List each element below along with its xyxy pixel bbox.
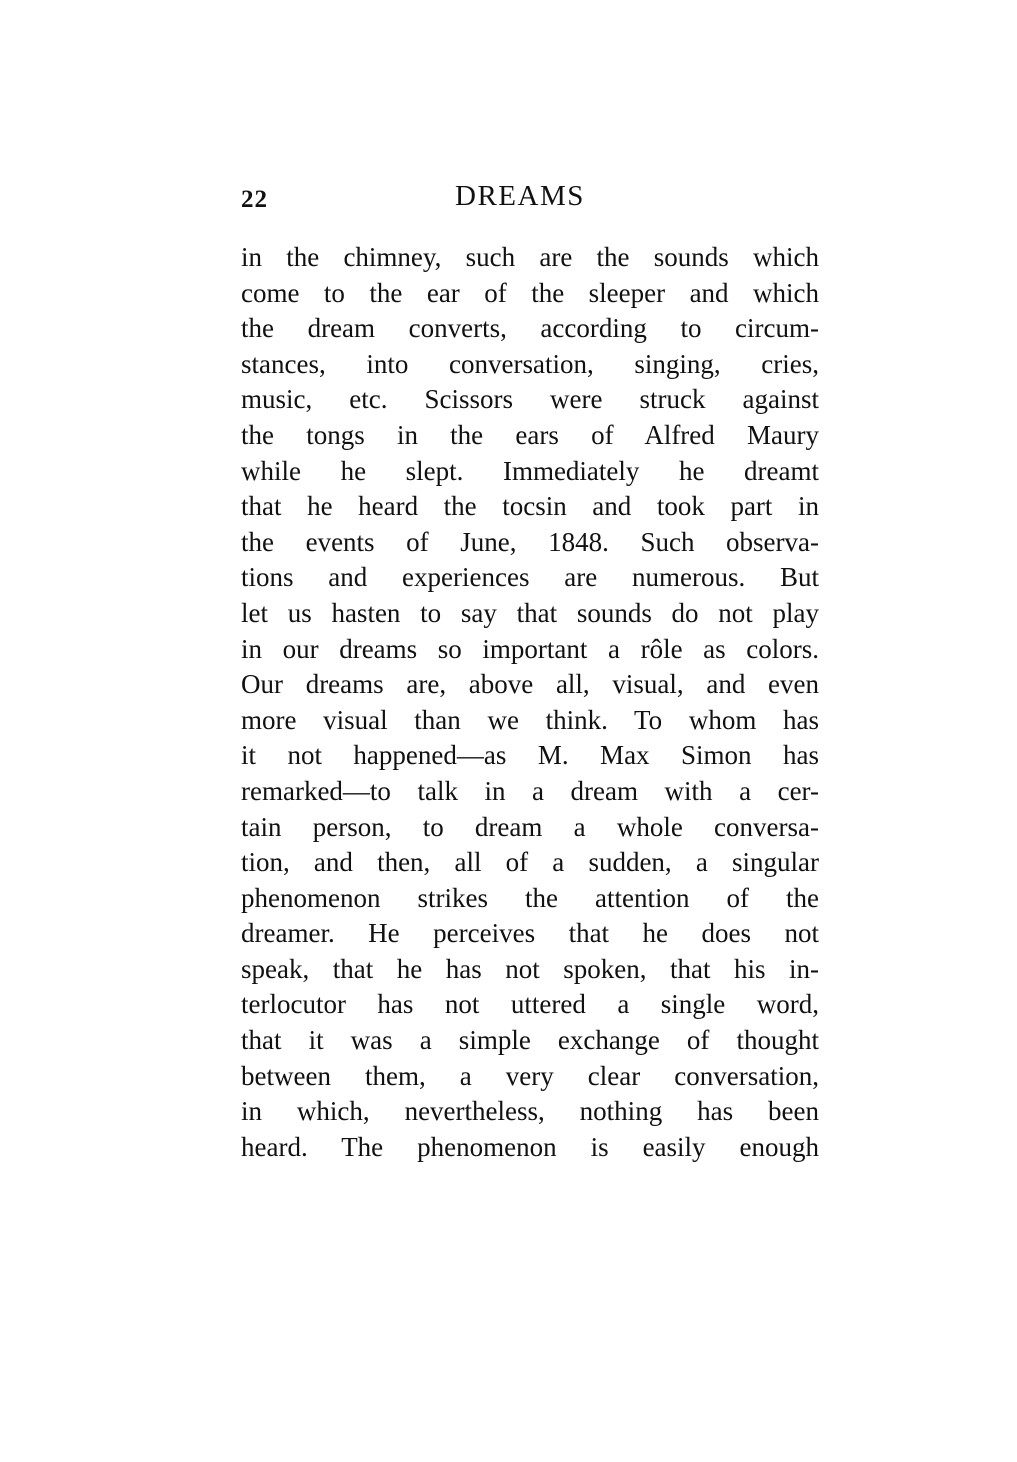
text-line: tain person, to dream a whole conversa- [241,811,819,842]
text-line: music, etc. Scissors were struck against [241,384,819,415]
text-line: while he slept. Immediately he dreamt [241,455,819,486]
text-line: tion, and then, all of a sudden, a singular [241,847,819,878]
text-line: that it was a simple exchange of thought [241,1025,819,1056]
text-line: remarked—to talk in a dream with a cer- [241,775,819,806]
text-line: speak, that he has not spoken, that his in- [241,953,819,984]
text-line: it not happened—as M. Max Simon has [241,740,819,771]
text-line: that he heard the tocsin and took part in [241,491,819,522]
text-line: more visual than we think. To whom has [241,704,819,735]
running-title: DREAMS [455,180,585,212]
text-line: terlocutor has not uttered a single word, [241,989,819,1020]
text-line: in our dreams so important a rôle as colors. [241,633,819,664]
text-line: stances, into conversation, singing, cries, [241,348,819,379]
text-line: come to the ear of the sleeper and which [241,277,819,308]
text-line: the tongs in the ears of Alfred Maury [241,419,819,450]
text-line: heard. The phenomenon is easily enough [241,1131,819,1162]
text-line: phenomenon strikes the attention of the [241,882,819,913]
body-text [241,240,819,1165]
text-line: the events of June, 1848. Such observa- [241,526,819,557]
running-head [241,180,821,220]
text-line: between them, a very clear conversation, [241,1060,819,1091]
text-line: let us hasten to say that sounds do not play [241,597,819,628]
text-line: dreamer. He perceives that he does not [241,918,819,949]
text-line: Our dreams are, above all, visual, and even [241,669,819,700]
text-line: tions and experiences are numerous. But [241,562,819,593]
page-number: 22 [241,186,268,213]
text-line: in which, nevertheless, nothing has been [241,1096,819,1127]
text-line: the dream converts, according to circum- [241,313,819,344]
text-line: in the chimney, such are the sounds which [241,242,819,272]
